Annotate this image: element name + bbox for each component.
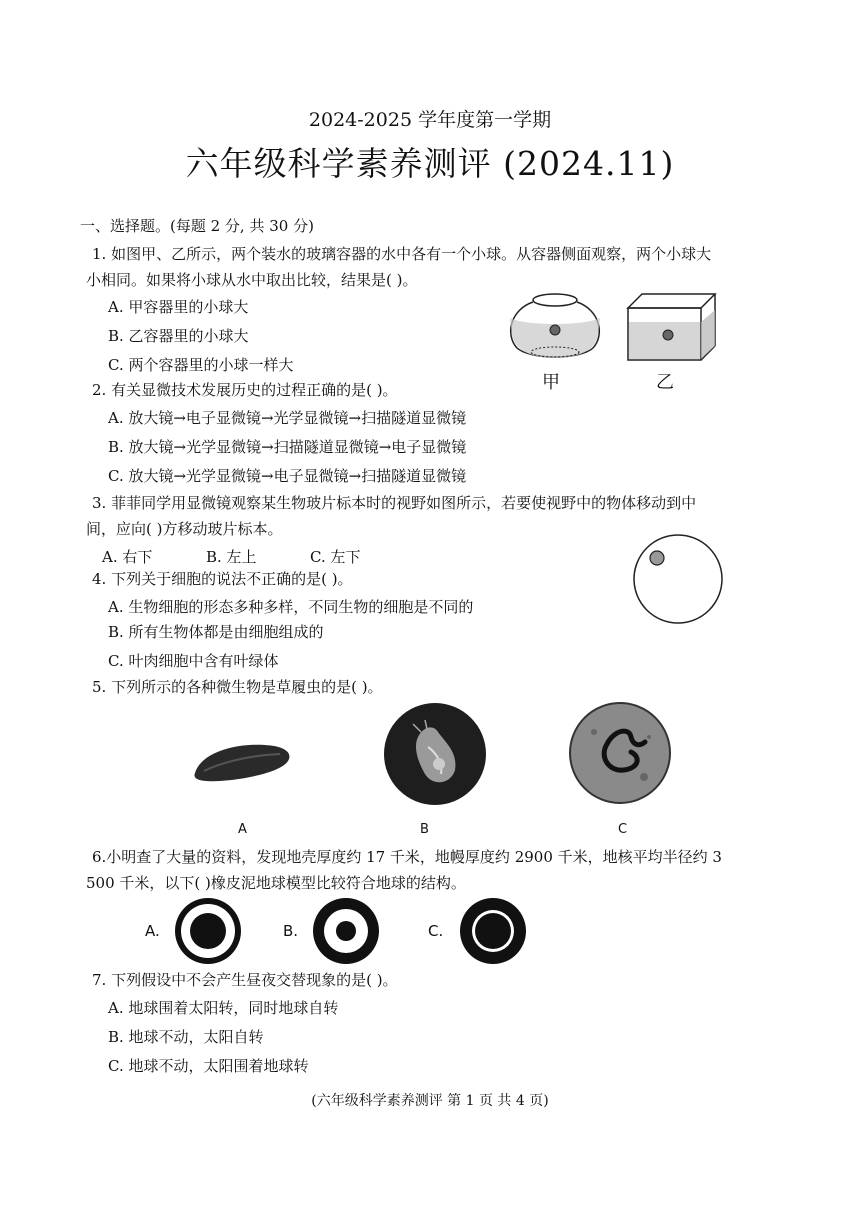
q4-stem: 4. 下列关于细胞的说法不正确的是( )。 (92, 570, 353, 588)
q7-option-b: B. 地球不动，太阳自转 (108, 1028, 264, 1046)
q7-option-c: C. 地球不动，太阳围着地球转 (108, 1057, 309, 1075)
earth-model-b-figure (311, 896, 381, 966)
q4-option-c: C. 叶肉细胞中含有叶绿体 (108, 652, 279, 670)
q5-caption-b: B (420, 822, 429, 837)
q4-option-b: B. 所有生物体都是由细胞组成的 (108, 623, 324, 641)
q6-caption-c: C. (428, 922, 444, 940)
q3-stem-line2: 间，应向( )方移动玻片标本。 (86, 520, 283, 538)
q1-option-c: C. 两个容器里的小球一样大 (108, 356, 294, 374)
microbe-a-figure (190, 735, 295, 785)
q6-caption-a: A. (145, 922, 160, 940)
q7-stem: 7. 下列假设中不会产生昼夜交替现象的是( )。 (92, 971, 398, 989)
q2-stem: 2. 有关显微技术发展历史的过程正确的是( )。 (92, 381, 398, 399)
q6-stem-line2: 500 千米，以下( )橡皮泥地球模型比较符合地球的结构。 (86, 874, 466, 892)
q3-option-b: B. 左上 (206, 548, 257, 566)
q3-stem-line1: 3. 菲菲同学用显微镜观察某生物玻片标本时的视野如图所示，若要使视野中的物体移动到中 (92, 494, 697, 512)
q1-option-b: B. 乙容器里的小球大 (108, 327, 249, 345)
q1-stem-line1: 1. 如图甲、乙所示，两个装水的玻璃容器的水中各有一个小球。从容器侧面观察，两个小球大 (92, 245, 712, 263)
label-yi: 乙 (656, 372, 674, 393)
q6-caption-b: B. (283, 922, 299, 940)
q1-stem-line2: 小相同。如果将小球从水中取出比较，结果是( )。 (86, 271, 418, 289)
microbe-c-figure (569, 702, 671, 804)
label-jia: 甲 (542, 372, 560, 393)
q6-stem-line1: 6.小明查了大量的资料，发现地壳厚度约 17 千米，地幔厚度约 2900 千米，地核平均半径约 3 (92, 848, 722, 866)
microscope-view-figure (630, 534, 726, 624)
microbe-b-figure (383, 702, 487, 806)
q3-option-a: A. 右下 (102, 548, 153, 566)
fishbowl-figure (505, 290, 605, 365)
page-footer: (六年级科学素养测评 第 1 页 共 4 页) (311, 1093, 549, 1109)
earth-model-a-figure (173, 896, 243, 966)
q5-stem: 5. 下列所示的各种微生物是草履虫的是( )。 (92, 678, 383, 696)
earth-model-c-figure (458, 896, 528, 966)
q2-option-a: A. 放大镜→电子显微镜→光学显微镜→扫描隧道显微镜 (108, 409, 467, 427)
q5-caption-a: A (238, 822, 247, 837)
q5-caption-c: C (618, 822, 628, 837)
q4-option-a: A. 生物细胞的形态多种多样，不同生物的细胞是不同的 (108, 598, 474, 616)
q7-option-a: A. 地球围着太阳转，同时地球自转 (108, 999, 339, 1017)
exam-title: 六年级科学素养测评 (2024.11) (185, 144, 675, 183)
q2-option-c: C. 放大镜→光学显微镜→电子显微镜→扫描隧道显微镜 (108, 467, 467, 485)
q2-option-b: B. 放大镜→光学显微镜→扫描隧道显微镜→电子显微镜 (108, 438, 467, 456)
exam-term: 2024-2025 学年度第一学期 (308, 109, 552, 131)
tank-figure (620, 290, 720, 365)
section-heading: 一、选择题。(每题 2 分, 共 30 分) (80, 217, 314, 235)
q3-option-c: C. 左下 (310, 548, 361, 566)
q1-option-a: A. 甲容器里的小球大 (108, 298, 249, 316)
